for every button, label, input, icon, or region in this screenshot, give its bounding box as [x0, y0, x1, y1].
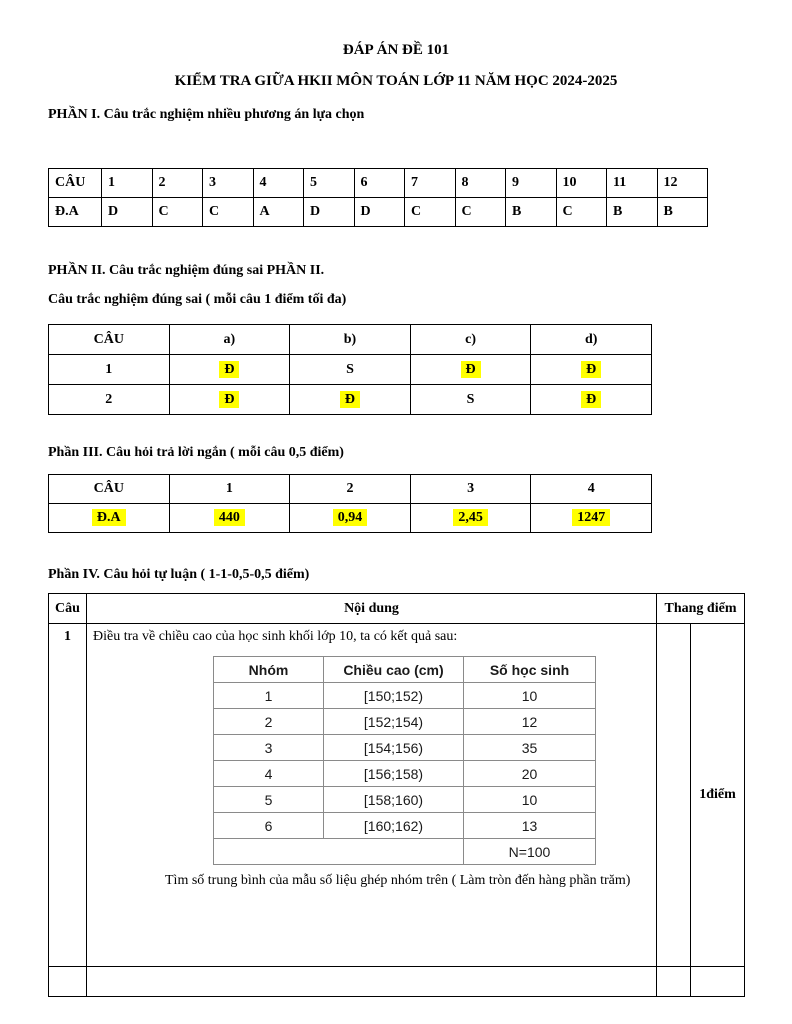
part2-subheading: Câu trắc nghiệm đúng sai ( mỗi câu 1 điểm tối đa) — [48, 292, 347, 307]
answer-cell: B — [506, 198, 557, 227]
header-cell: CÂU — [49, 475, 170, 504]
group-cell: 4 — [214, 761, 324, 787]
header-cell: 1 — [169, 475, 290, 504]
answer-text: S — [466, 391, 475, 407]
count-cell: 35 — [464, 735, 596, 761]
range-cell: [158;160) — [324, 787, 464, 813]
table-row — [214, 761, 596, 787]
highlighted-answer: Đ — [219, 391, 239, 408]
count-cell: 10 — [464, 787, 596, 813]
count-cell: 12 — [464, 709, 596, 735]
highlighted-answer: 1247 — [572, 509, 610, 526]
answer-cell: C — [152, 198, 203, 227]
header-cell: b) — [290, 325, 411, 355]
part1-answer-table — [48, 168, 708, 227]
frequency-table — [213, 656, 596, 865]
part4-heading: Phần IV. Câu hỏi tự luận ( 1-1-0,5-0,5 điểm) — [48, 567, 310, 582]
row-label-cell: CÂU — [49, 169, 102, 198]
part1-heading: PHẦN I. Câu trắc nghiệm nhiều phương án lựa chọn — [48, 107, 365, 122]
answer-cell: C — [455, 198, 506, 227]
answer-cell: C — [203, 198, 254, 227]
question-number-cell: 2 — [152, 169, 203, 198]
count-cell: 10 — [464, 683, 596, 709]
highlighted-answer: Đ — [461, 361, 481, 378]
highlighted-answer: Đ — [581, 361, 601, 378]
highlighted-answer: Đ.A — [92, 509, 126, 526]
question-content-cell — [87, 624, 657, 967]
range-cell: [156;158) — [324, 761, 464, 787]
table-row — [214, 813, 596, 839]
part4-question-row — [49, 624, 745, 967]
empty-cell — [49, 967, 87, 997]
answer-cell — [290, 504, 411, 533]
answer-cell — [169, 385, 290, 415]
part2-row-2 — [49, 385, 652, 415]
part2-header-row — [49, 325, 652, 355]
answer-cell — [169, 504, 290, 533]
table-total-row — [214, 839, 596, 865]
answer-cell: D — [354, 198, 405, 227]
highlighted-answer: 2,45 — [453, 509, 488, 526]
question-task: Tìm số trung bình của mẫu số liệu ghép nhóm trên ( Làm tròn đến hàng phần trăm) — [165, 873, 631, 888]
range-cell: [160;162) — [324, 813, 464, 839]
part4-empty-row — [49, 967, 745, 997]
empty-subcolumn-cell — [657, 624, 691, 967]
answer-cell — [410, 355, 531, 385]
header-cell: 4 — [531, 475, 652, 504]
answer-cell — [531, 385, 652, 415]
answer-cell — [169, 355, 290, 385]
row-label-cell: Đ.A — [49, 198, 102, 227]
question-number-cell: 8 — [455, 169, 506, 198]
question-intro: Điều tra về chiều cao của học sinh khối lớp 10, ta có kết quả sau: — [93, 629, 458, 644]
header-cell: Câu — [49, 594, 87, 624]
highlighted-answer: Đ — [219, 361, 239, 378]
range-cell: [150;152) — [324, 683, 464, 709]
document-subtitle: KIỂM TRA GIỮA HKII MÔN TOÁN LỚP 11 NĂM HỌC 2024-2025 — [174, 73, 618, 89]
score-cell: 1điểm — [691, 624, 745, 967]
group-cell: 6 — [214, 813, 324, 839]
header-cell: Nội dung — [87, 594, 657, 624]
answer-cell: D — [102, 198, 153, 227]
frequency-table-header — [214, 657, 596, 683]
part1-answer-row — [49, 198, 708, 227]
part3-header-row — [49, 475, 652, 504]
row-label-cell — [49, 504, 170, 533]
header-cell: Thang điểm — [657, 594, 745, 624]
empty-cell — [214, 839, 464, 865]
part1-question-row — [49, 169, 708, 198]
question-number-cell: 1 — [49, 624, 87, 967]
highlighted-answer: Đ — [581, 391, 601, 408]
question-number-cell: 1 — [49, 355, 170, 385]
header-cell: Nhóm — [214, 657, 324, 683]
group-cell: 3 — [214, 735, 324, 761]
count-cell: 13 — [464, 813, 596, 839]
part2-true-false-table — [48, 324, 652, 415]
table-row — [214, 709, 596, 735]
group-cell: 1 — [214, 683, 324, 709]
header-cell: c) — [410, 325, 531, 355]
question-number-cell: 6 — [354, 169, 405, 198]
empty-cell — [657, 967, 691, 997]
answer-cell — [410, 504, 531, 533]
header-cell: Số học sinh — [464, 657, 596, 683]
header-cell: 3 — [410, 475, 531, 504]
part3-short-answer-table — [48, 474, 652, 533]
range-cell: [152;154) — [324, 709, 464, 735]
question-number-cell: 5 — [304, 169, 355, 198]
question-number-cell: 3 — [203, 169, 254, 198]
part2-heading: PHẦN II. Câu trắc nghiệm đúng sai PHẦN II. — [48, 263, 325, 278]
question-number-cell: 7 — [405, 169, 456, 198]
answer-cell — [290, 355, 411, 385]
question-number-cell: 9 — [506, 169, 557, 198]
header-cell: CÂU — [49, 325, 170, 355]
header-cell: Chiều cao (cm) — [324, 657, 464, 683]
answer-cell: D — [304, 198, 355, 227]
highlighted-answer: Đ — [340, 391, 360, 408]
table-row — [214, 735, 596, 761]
total-cell: N=100 — [464, 839, 596, 865]
answer-cell: B — [607, 198, 658, 227]
empty-cell — [87, 967, 657, 997]
highlighted-answer: 0,94 — [333, 509, 368, 526]
question-number-cell: 2 — [49, 385, 170, 415]
group-cell: 5 — [214, 787, 324, 813]
count-cell: 20 — [464, 761, 596, 787]
answer-cell — [410, 385, 531, 415]
answer-cell: B — [657, 198, 708, 227]
highlighted-answer: 440 — [214, 509, 245, 526]
answer-cell: C — [556, 198, 607, 227]
answer-cell — [531, 504, 652, 533]
empty-cell — [691, 967, 745, 997]
question-number-cell: 1 — [102, 169, 153, 198]
header-cell: 2 — [290, 475, 411, 504]
question-number-cell: 12 — [657, 169, 708, 198]
header-cell: a) — [169, 325, 290, 355]
part4-essay-table — [48, 593, 745, 997]
question-number-cell: 4 — [253, 169, 304, 198]
question-number-cell: 10 — [556, 169, 607, 198]
header-cell: d) — [531, 325, 652, 355]
answer-cell: C — [405, 198, 456, 227]
answer-cell — [531, 355, 652, 385]
question-number-cell: 11 — [607, 169, 658, 198]
part2-row-1 — [49, 355, 652, 385]
group-cell: 2 — [214, 709, 324, 735]
table-row — [214, 683, 596, 709]
part3-answer-row — [49, 504, 652, 533]
document-title: ĐÁP ÁN ĐỀ 101 — [342, 42, 450, 58]
answer-text: S — [346, 361, 354, 377]
table-row — [214, 787, 596, 813]
range-cell: [154;156) — [324, 735, 464, 761]
part3-heading: Phần III. Câu hỏi trả lời ngắn ( mỗi câu 0,5 điểm) — [48, 445, 344, 460]
answer-cell — [290, 385, 411, 415]
answer-cell: A — [253, 198, 304, 227]
part4-header-row — [49, 594, 745, 624]
